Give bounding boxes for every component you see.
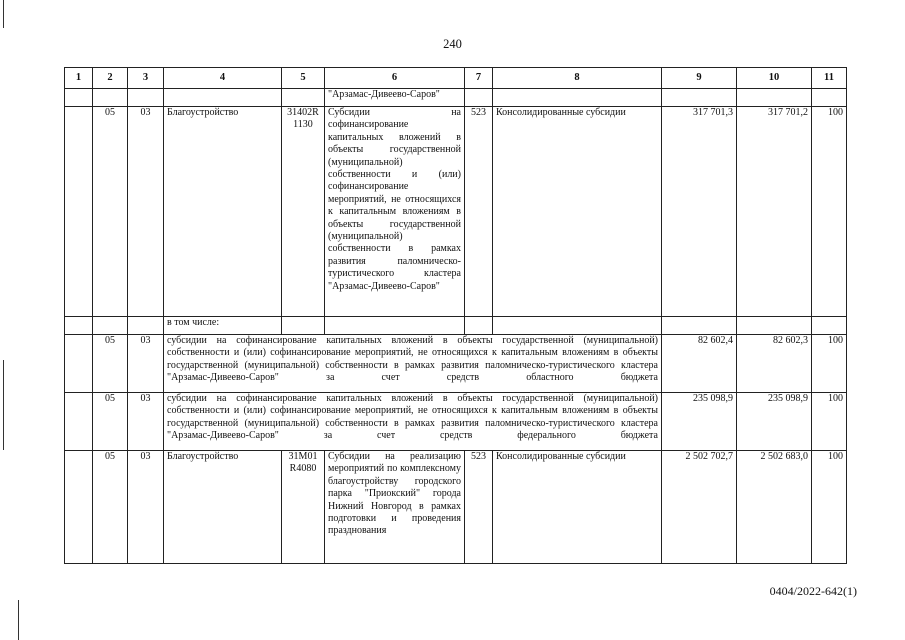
- table-row: [65, 107, 847, 317]
- header-cell: 6: [325, 68, 465, 89]
- cell-percent: 100: [812, 107, 847, 317]
- cell-subsection: 03: [128, 107, 164, 317]
- header-cell: 8: [493, 68, 662, 89]
- cell-purpose: "Арзамас-Дивеево-Саров": [325, 89, 465, 107]
- cell-percent: 100: [812, 393, 847, 451]
- cell-name: в том числе:: [164, 317, 282, 335]
- cell-planned: 2 502 702,7: [662, 451, 737, 564]
- cell-percent: 100: [812, 335, 847, 393]
- document-code: 0404/2022-642(1): [769, 584, 857, 598]
- cell-section: 05: [93, 393, 128, 451]
- cell-subsection: 03: [128, 451, 164, 564]
- header-cell: 10: [737, 68, 812, 89]
- cell-subsection: 03: [128, 335, 164, 393]
- cell-name: Благоустройство: [164, 107, 282, 317]
- cell-percent: 100: [812, 451, 847, 564]
- table-row: [65, 335, 847, 393]
- cell-section: 05: [93, 107, 128, 317]
- cell-purpose: Субсидии на реализацию мероприятий по комплексному благоустройству городского парка "Приокский" города Нижний Новгород в рамках подготовки и проведения празднования: [325, 451, 465, 564]
- cell-executed: 82 602,3: [737, 335, 812, 393]
- cell-purpose: Субсидии на софинансирование капитальных вложений в объекты государственной (муниципальной) собственности и (или) софинансирование мероприятий, не относящихся к капитальным вложениям в объекты государственной (муниципальной) собственности в рамках развития паломническо-туристического кластера "Арзамас-Дивеево-Саров": [325, 107, 465, 317]
- scan-margin-mark: [18, 600, 19, 640]
- cell-expense-type: 523: [465, 107, 493, 317]
- cell-planned: 317 701,3: [662, 107, 737, 317]
- table-row: [65, 393, 847, 451]
- header-cell: 4: [164, 68, 282, 89]
- cell-executed: 235 098,9: [737, 393, 812, 451]
- cell-subsection: 03: [128, 393, 164, 451]
- cell-executed: 317 701,2: [737, 107, 812, 317]
- cell-executed: 2 502 683,0: [737, 451, 812, 564]
- table-row: [65, 451, 847, 564]
- header-cell: 11: [812, 68, 847, 89]
- header-cell: 5: [282, 68, 325, 89]
- page-number: 240: [443, 37, 462, 51]
- header-cell: 2: [93, 68, 128, 89]
- header-cell: 9: [662, 68, 737, 89]
- cell-expense-type: 523: [465, 451, 493, 564]
- header-cell: 3: [128, 68, 164, 89]
- budget-table: [64, 67, 847, 564]
- cell-description: субсидии на софинансирование капитальных вложений в объекты государственной (муниципальной) собственности и (или) софинансирование мероприятий, не относящихся к капитальным вложениям в объекты государственной (муниципальной) собственности в рамках развития паломническо-туристического кластера "Арзамас-Дивеево-Саров" за счет средств областного бюджета: [164, 335, 662, 393]
- cell-target-code: 31М01 R4080: [282, 451, 325, 564]
- cell-planned: 82 602,4: [662, 335, 737, 393]
- cell-target-code: 31402R 1130: [282, 107, 325, 317]
- cell-section: 05: [93, 335, 128, 393]
- scan-margin-mark: [3, 0, 4, 28]
- table-row: [65, 317, 847, 335]
- cell-section: 05: [93, 451, 128, 564]
- cell-expense-name: Консолидированные субсидии: [493, 451, 662, 564]
- cell-planned: 235 098,9: [662, 393, 737, 451]
- table-row: [65, 89, 847, 107]
- cell-description: субсидии на софинансирование капитальных вложений в объекты государственной (муниципальной) собственности и (или) софинансирование мероприятий, не относящихся к капитальным вложениям в объекты государственной (муниципальной) собственности в рамках развития паломническо-туристического кластера "Арзамас-Дивеево-Саров" за счет средств федерального бюджета: [164, 393, 662, 451]
- cell-expense-name: Консолидированные субсидии: [493, 107, 662, 317]
- header-row: [65, 68, 847, 89]
- scan-margin-mark: [3, 360, 4, 450]
- header-cell: 1: [65, 68, 93, 89]
- cell-name: Благоустройство: [164, 451, 282, 564]
- header-cell: 7: [465, 68, 493, 89]
